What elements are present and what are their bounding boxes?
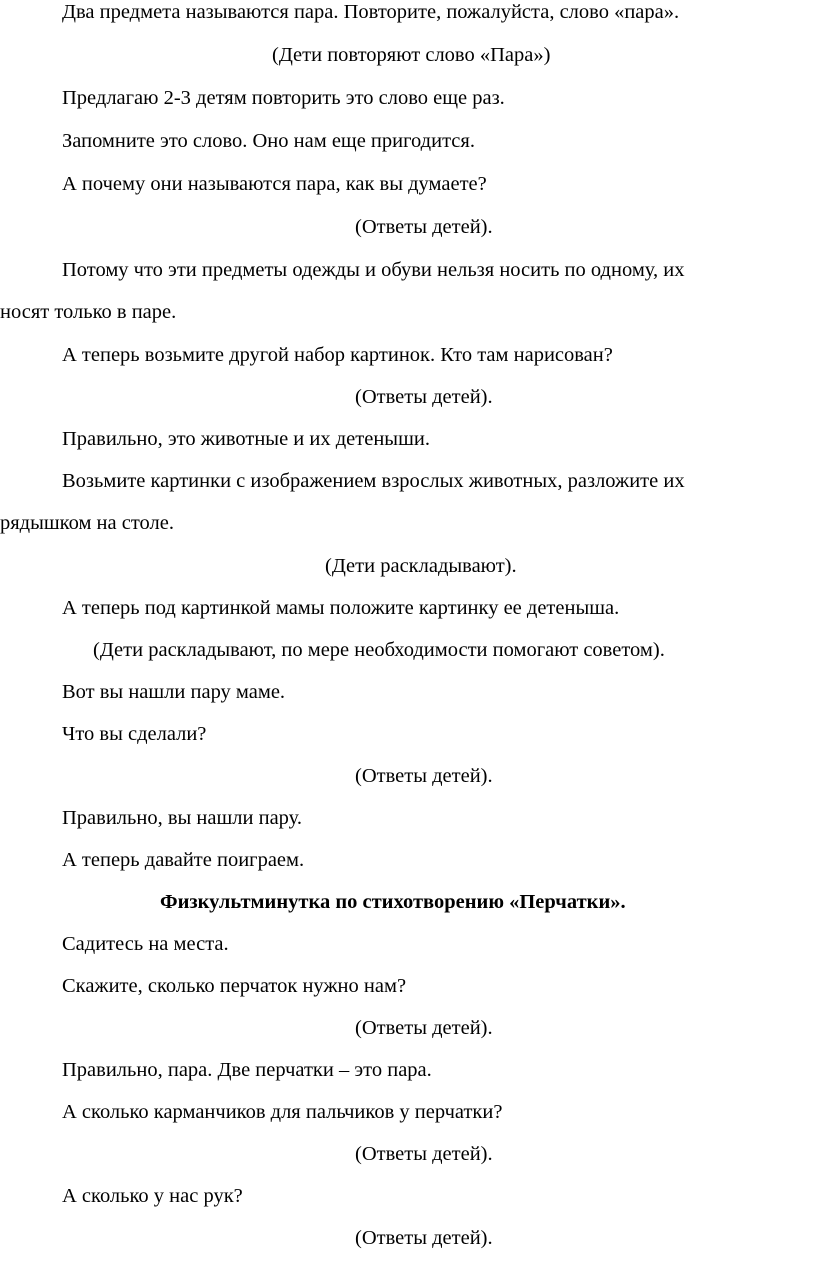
paragraph-line: рядышком на столе.: [0, 512, 174, 534]
paragraph-line: Запомните это слово. Оно нам еще пригодится.: [62, 130, 475, 152]
paragraph-line: Садитесь на места.: [62, 933, 229, 955]
paragraph-line: А сколько карманчиков для пальчиков у перчатки?: [62, 1101, 503, 1123]
paragraph-line: Что вы сделали?: [62, 723, 207, 745]
paragraph-line: А теперь возьмите другой набор картинок. Кто там нарисован?: [62, 344, 613, 366]
paragraph-line: А теперь давайте поиграем.: [62, 849, 305, 871]
paragraph-line: А сколько у нас рук?: [62, 1185, 243, 1207]
paragraph-line: Предлагаю 2-3 детям повторить это слово еще раз.: [62, 87, 505, 109]
paragraph-line: А почему они называются пара, как вы думаете?: [62, 173, 487, 195]
paragraph-line: Правильно, это животные и их детеныши.: [62, 428, 430, 450]
paragraph-line: Потому что эти предметы одежды и обуви нельзя носить по одному, их: [62, 259, 685, 281]
paragraph-line: Скажите, сколько перчаток нужно нам?: [62, 975, 407, 997]
paragraph-line: носят только в паре.: [0, 301, 177, 323]
paragraph-line: А теперь под картинкой мамы положите картинку ее детеныша.: [62, 597, 620, 619]
paragraph-line: Возьмите картинки с изображением взрослых животных, разложите их: [62, 470, 685, 492]
paragraph-line: (Ответы детей).: [355, 1227, 493, 1249]
paragraph-line: (Ответы детей).: [355, 1143, 493, 1165]
paragraph-line: (Ответы детей).: [355, 1017, 493, 1039]
paragraph-line: (Ответы детей).: [355, 216, 493, 238]
paragraph-line: (Ответы детей).: [355, 386, 493, 408]
paragraph-line: Правильно, пара. Две перчатки – это пара.: [62, 1059, 432, 1081]
section-heading: Физкультминутка по стихотворению «Перчатки».: [160, 891, 626, 913]
paragraph-line: Правильно, вы нашли пару.: [62, 807, 302, 829]
paragraph-line: (Ответы детей).: [355, 765, 493, 787]
paragraph-line: (Дети раскладывают).: [325, 555, 517, 577]
paragraph-line: Вот вы нашли пару маме.: [62, 681, 286, 703]
paragraph-line: (Дети повторяют слово «Пара»): [272, 44, 551, 66]
paragraph-line: Два предмета называются пара. Повторите, пожалуйста, слово «пара».: [62, 1, 680, 23]
paragraph-line: (Дети раскладывают, по мере необходимости помогают советом).: [93, 639, 665, 661]
